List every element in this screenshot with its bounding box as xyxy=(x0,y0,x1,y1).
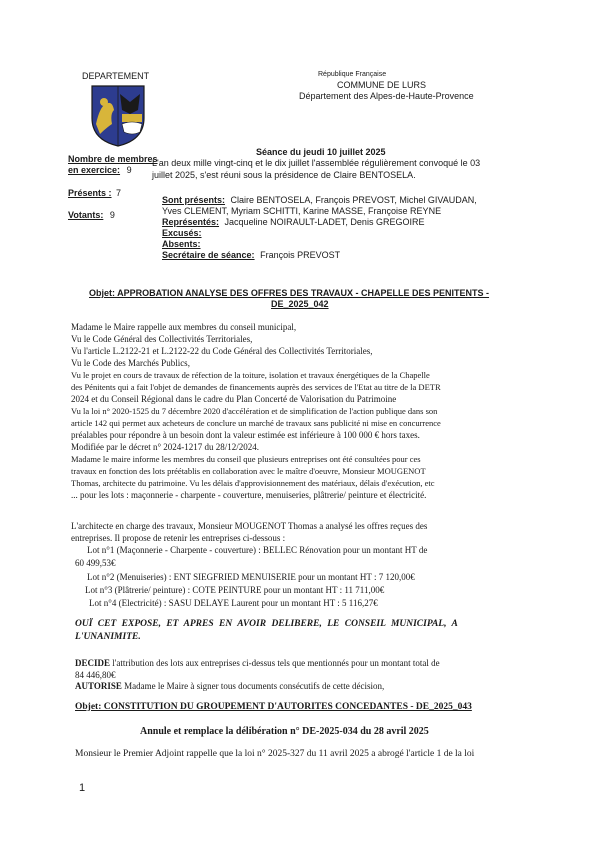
excused-label: Excusés: xyxy=(162,228,202,238)
session-intro-2: juillet 2025, s'est réuni sous la présidence de Claire BENTOSELA. xyxy=(152,170,416,180)
in-office-row xyxy=(68,165,132,176)
item1-body-line: Vu la loi n° 2020-1525 du 7 décembre 2020 d'accélération et de simplification de l'action publique dans son xyxy=(71,406,438,416)
coat-of-arms-icon xyxy=(90,84,146,148)
authorise-text: Madame le Maire à signer tous documents consécutifs de cette décision, xyxy=(121,681,385,691)
decide-row xyxy=(75,658,440,669)
item1-body-line: 2024 et du Conseil Régional dans le cadre du Plan Concerté de Valorisation du Patrimoine xyxy=(71,394,397,404)
voters-row xyxy=(68,210,115,221)
present-members-names-1: Claire BENTOSELA, François PREVOST, Michel GIVAUDAN, xyxy=(230,195,477,205)
resolution-line-1: OUÏ CET EXPOSE, ET APRES EN AVOIR DELIBERE, LE CONSEIL MUNICIPAL, A xyxy=(75,619,458,629)
in-office-label: en exercice: xyxy=(68,165,121,175)
architect-line-2: entreprises. Il propose de retenir les entreprises ci-dessous : xyxy=(71,533,286,543)
decide-label: DECIDE xyxy=(75,658,111,668)
secretary-name: François PREVOST xyxy=(260,250,341,260)
lot-4: Lot n°4 (Electricité) : SASU DELAYE Laurent pour un montant HT : 5 116,27€ xyxy=(89,598,378,608)
item1-title-line2: DE_2025_042 xyxy=(271,299,329,309)
item1-body xyxy=(71,321,441,501)
represented-label: Représentés: xyxy=(162,217,220,227)
item1-body-line: préalables pour répondre à un besoin dont la valeur estimée est inférieure à 100 000 € hors taxes. xyxy=(71,430,420,440)
coat-of-arms xyxy=(90,84,146,148)
present-members-label: Sont présents: xyxy=(162,195,226,205)
secretary-row xyxy=(162,250,340,261)
decide-text: l'attribution des lots aux entreprises ci-dessus tels que mentionnés pour un montant total de xyxy=(110,658,440,668)
item1-body-line: Madame le maire informe les membres du conseil que plusieurs entreprises ont été consultées pour ces xyxy=(71,454,421,464)
department-name: Département des Alpes-de-Haute-Provence xyxy=(299,91,474,101)
item1-body-line: article 142 qui permet aux acheteurs de conclure un marché de travaux sans publicité ni mise en concurrence xyxy=(71,418,441,428)
item2-subtitle: Annule et remplace la délibération n° DE-2025-034 du 28 avril 2025 xyxy=(140,726,429,737)
item1-body-line: Modifiée par le décret n° 2024-1217 du 28/12/2024. xyxy=(71,442,260,452)
lot-3: Lot n°3 (Plâtrerie/ peinture) : COTE PEINTURE pour un montant HT : 11 711,00€ xyxy=(85,585,385,595)
members-label: Nombre de membres xyxy=(68,154,158,164)
item1-body-line: des Pénitents qui a fait l'objet de demandes de financements auprès des services de l'Etat au titre de la DETR xyxy=(71,382,441,392)
item1-body-line: Madame le Maire rappelle aux membres du conseil municipal, xyxy=(71,322,297,332)
lot-2: Lot n°2 (Menuiseries) : ENT SIEGFRIED MENUISERIE pour un montant HT : 7 120,00€ xyxy=(87,572,415,582)
absent-label: Absents: xyxy=(162,239,201,249)
lot-1-amount: 60 499,53€ xyxy=(75,558,116,568)
authorise-label: AUTORISE xyxy=(75,681,122,691)
item2-body: Monsieur le Premier Adjoint rappelle que la loi n° 2025-327 du 11 avril 2025 a abrogé l'article 1 de la loi xyxy=(75,749,475,759)
item1-body-line: Vu l'article L.2122-21 et L.2122-22 du Code Général des Collectivités Territoriales, xyxy=(71,346,373,356)
resolution-line-2: L'UNANIMITE. xyxy=(75,632,141,642)
present-count-label: Présents : xyxy=(68,188,112,198)
session-title: Séance du jeudi 10 juillet 2025 xyxy=(256,147,386,157)
item1-title-line1: Objet: APPROBATION ANALYSE DES OFFRES DES TRAVAUX - CHAPELLE DES PENITENTS - xyxy=(89,288,490,298)
voters-label: Votants: xyxy=(68,210,104,220)
decide-amount: 84 446,80€ xyxy=(75,670,116,680)
present-members xyxy=(162,195,477,206)
present-members-names-2: Yves CLEMENT, Myriam SCHITTI, Karine MASSE, Françoise REYNE xyxy=(162,206,442,216)
present-row xyxy=(68,188,121,199)
session-intro-1: L'an deux mille vingt-cinq et le dix juillet l'assemblée régulièrement convoqué le 03 xyxy=(152,158,481,168)
authorise-row xyxy=(75,681,384,692)
item1-body-line: Vu le projet en cours de travaux de réfection de la toiture, isolation et travaux énergétiques de la Chapelle xyxy=(71,370,430,380)
present-count-value: 7 xyxy=(116,188,122,198)
secretary-label: Secrétaire de séance: xyxy=(162,250,255,260)
item1-body-line: travaux en fonction des lots préétablis en collaboration avec le maître d'oeuvre, Monsieur MOUGENOT xyxy=(71,466,426,476)
item2-title: Objet: CONSTITUTION DU GROUPEMENT D'AUTORITES CONCEDANTES - DE_2025_043 xyxy=(75,702,472,712)
item1-body-line: ... pour les lots : maçonnerie - charpente - couverture, menuiseries, plâtrerie/ peinture et électricité. xyxy=(71,490,427,500)
represented-row xyxy=(162,217,424,228)
item1-body-line: Thomas, architecte du patrimoine. Vu les délais d'approvisionnement des matériaux, délais d'exécution, etc xyxy=(71,478,435,488)
item1-body-line: Vu le Code des Marchés Publics, xyxy=(71,358,190,368)
architect-line-1: L'architecte en charge des travaux, Monsieur MOUGENOT Thomas a analysé les offres reçues des xyxy=(71,521,428,531)
represented-names: Jacqueline NOIRAULT-LADET, Denis GREGOIRE xyxy=(224,217,425,227)
lot-1: Lot n°1 (Maçonnerie - Charpente - couverture) : BELLEC Rénovation pour un montant HT de xyxy=(87,545,428,555)
page-number: 1 xyxy=(79,782,86,794)
commune-name: COMMUNE DE LURS xyxy=(337,80,427,90)
in-office-value: 9 xyxy=(126,165,132,175)
voters-value: 9 xyxy=(109,210,115,220)
republic-label: République Française xyxy=(318,71,387,78)
department-label: DEPARTEMENT xyxy=(82,71,150,81)
item1-body-line: Vu le Code Général des Collectivités Territoriales, xyxy=(71,334,253,344)
